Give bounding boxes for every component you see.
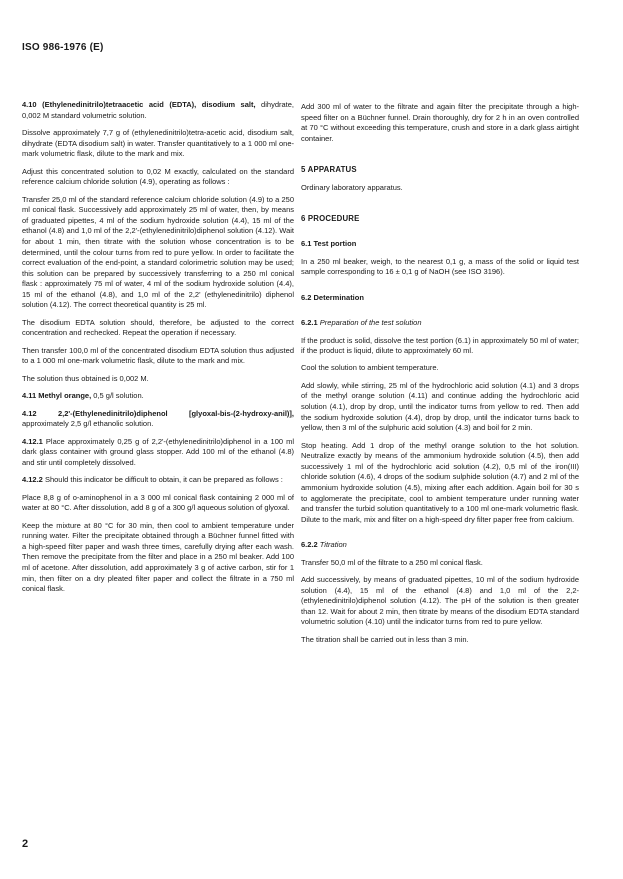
- paragraph: Add slowly, while stirring, 25 ml of the hydrochloric acid solution (4.1) and 3 drops of the methyl orange solution (4.11) and continue adding the hydrochloric acid solution (4.1), drop by drop, until the indicator turns from yellow to red. Then add the sodium hydroxide solution (4.4), drop by drop, until the indicator turns back to yellow, then 3 ml of the sulphuric acid solution (4.3) and boil for 2 min.: [301, 380, 579, 433]
- section-4-12-1-text: Place approximately 0,25 g of 2,2'-(ethylenedinitrilo)diphenol in a 100 ml dark glass container with ground glass stopper. Add 100 ml of the ethanol (4.8) and stir until completely dissolved.: [22, 436, 294, 467]
- section-6-2-1-title: Preparation of the test solution: [317, 318, 422, 328]
- paragraph: Keep the mixture at 80 °C for 30 min, then cool to ambient temperature under running water. Filter the precipitate obtained through a Büchner funnel fitted with a high-speed filter paper and wash three times, carefully drying after each wash. Then remove the precipitate from the filter and place in a 250 ml beaker. Add 100 ml of acetone. After dissolution, add approximately 3 g of active carbon, stir for 1 min, then filter on a dry pleated filter paper and collect the filtrate in a 750 ml conical flask.: [22, 520, 294, 594]
- section-6-2-1-heading: [301, 318, 579, 329]
- section-4-11-title: 4.11 Methyl orange,: [22, 391, 92, 401]
- section-6-2-2-number: 6.2.2: [301, 540, 318, 550]
- document-header: ISO 986-1976 (E): [22, 42, 104, 53]
- section-4-12: [22, 409, 294, 430]
- paragraph: Add 300 ml of water to the filtrate and again filter the precipitate through a high-speed filter on a Büchner funnel. Drain thoroughly, dry for 2 h in an oven controlled at 70 °C without exceeding this temperature, crush and store in a dark glass airtight container.: [301, 102, 579, 143]
- paragraph: Stop heating. Add 1 drop of the methyl orange solution to the hot solution. Neutralize exactly by means of the ammonium hydroxide solution (4.5), then add successively 1 ml of the hydrochloric acid solution (4.2), 0,5 ml of the iron(III) chloride solution (4.6), 4 drops of the sodium sulphide solution (4.7) and 2 ml of the ammonium hydroxide solution (4.5), mixing after each addition. Again boil for 30 s to agglomerate the precipitate, cool to ambient temperature under running water and transfer the turbid solution quantitatively to a 100 ml one-mark volumetric flask. Dilute to the mark, mix and filter on a high-speed dry filter paper free from calcium.: [301, 440, 579, 524]
- section-4-11-text: 0,5 g/l solution.: [91, 391, 144, 401]
- section-4-12-2: [22, 475, 294, 486]
- page-number: 2: [22, 838, 29, 850]
- section-4-12-text: approximately 2,5 g/l ethanolic solution.: [22, 419, 154, 429]
- section-4-10: [22, 100, 294, 121]
- paragraph: If the product is solid, dissolve the test portion (6.1) in approximately 50 ml of water; if the product is liquid, dilute to approximately 60 ml.: [301, 335, 579, 356]
- section-6-1-heading: 6.1 Test portion: [301, 239, 357, 249]
- section-4-10-title: 4.10 (Ethylenedinitrilo)tetraacetic acid (EDTA), disodium salt,: [22, 100, 256, 109]
- section-6-2-2-title: Titration: [317, 540, 347, 550]
- section-4-12-1-number: 4.12.1: [22, 436, 43, 446]
- section-4-12-2-number: 4.12.2: [22, 475, 43, 485]
- section-4-12-2-text: Should this indicator be difficult to obtain, it can be prepared as follows :: [42, 475, 283, 485]
- paragraph: Dissolve approximately 7,7 g of (ethylenedinitrilo)tetra-acetic acid, disodium salt, dihydrate (EDTA disodium salt) in water. Transfer quantitatively to a 1 000 ml one-mark volumetric flask, dilute to the mark and mix.: [22, 127, 294, 159]
- paragraph: The titration shall be carried out in less than 3 min.: [301, 634, 469, 644]
- paragraph: Then transfer 100,0 ml of the concentrated disodium EDTA solution thus adjusted to a 1 000 ml one-mark volumetric flask, dilute to the mark and mix.: [22, 345, 294, 366]
- paragraph: Transfer 50,0 ml of the filtrate to a 250 ml conical flask.: [301, 557, 483, 567]
- section-5-heading: 5 APPARATUS: [301, 165, 357, 175]
- section-6-2-2-heading: [301, 540, 579, 551]
- paragraph: Place 8,8 g of o-aminophenol in a 3 000 ml conical flask containing 2 000 ml of water at 80 °C. After dissolution, add 8 g of a 300 g/l aqueous solution of glyoxal.: [22, 492, 294, 513]
- paragraph: Transfer 25,0 ml of the standard reference calcium chloride solution (4.9) to a 250 ml conical flask. Successively add approximately 25 ml of water, then, by means of graduated pipettes, 4 ml of the sodium hydroxide solution (4.4), 15 ml of the ethanol (4.8) and 1,0 ml of the 2,2'-(ethylenedinitrilo)diphenol solution (4.12). Wait for about 1 min, then titrate with the solution whose concentration is to be determined, until the colour turns from red to pure yellow. In order to facilitate the correct evaluation of the end-point, a standard colorimetric solution may be used; this solution can be prepared by successively transferring to a 250 ml conical flask : approximately 75 ml of water, 4 ml of the sodium hydroxide solution (4.4), 15 ml of the ethanol (4.8), and 1,0 ml of the 2,2' (ethylenedinitrilo) diphenol solution (4.12). The correct theoretical quantity is 25 ml.: [22, 194, 294, 310]
- paragraph: The solution thus obtained is 0,002 M.: [22, 373, 149, 383]
- paragraph: Adjust this concentrated solution to 0,02 M exactly, calculated on the standard reference calcium chloride solution (4.9), operating as follows :: [22, 166, 294, 187]
- section-6-heading: 6 PROCEDURE: [301, 213, 360, 223]
- paragraph: Ordinary laboratory apparatus.: [301, 182, 403, 192]
- section-4-12-title: 4.12 2,2'-(Ethylenedinitrilo)diphenol [glyoxal-bis-(2-hydroxy-anil)],: [22, 408, 294, 418]
- section-4-12-1: [22, 437, 294, 469]
- paragraph: In a 250 ml beaker, weigh, to the nearest 0,1 g, a mass of the solid or liquid test sample corresponding to 16 ± 0,1 g of NaOH (see ISO 3196).: [301, 256, 579, 277]
- paragraph: The disodium EDTA solution should, therefore, be adjusted to the correct concentration and rechecked. Repeat the operation if necessary.: [22, 317, 294, 338]
- section-6-2-1-number: 6.2.1: [301, 318, 318, 328]
- paragraph: Cool the solution to ambient temperature.: [301, 363, 439, 373]
- section-4-10-subtitle: dihydrate, 0,002 M standard volumetric solution.: [22, 100, 294, 120]
- right-column: [301, 102, 579, 652]
- left-column: [22, 100, 294, 602]
- section-4-11: [22, 391, 294, 402]
- section-6-2-heading: 6.2 Determination: [301, 292, 364, 302]
- paragraph: Add successively, by means of graduated pipettes, 10 ml of the sodium hydroxide solution (4.4), 15 ml of the ethanol (4.8) and 1,0 ml of the 2,2-(ethylenedinitrilo)diphenol solution (4.12). The pH of the solution is then greater than 12. Wait for about 2 min, then titrate by means of the disodium EDTA standard volumetric solution (4.10) until the indicator turns from red to pure yellow.: [301, 574, 579, 627]
